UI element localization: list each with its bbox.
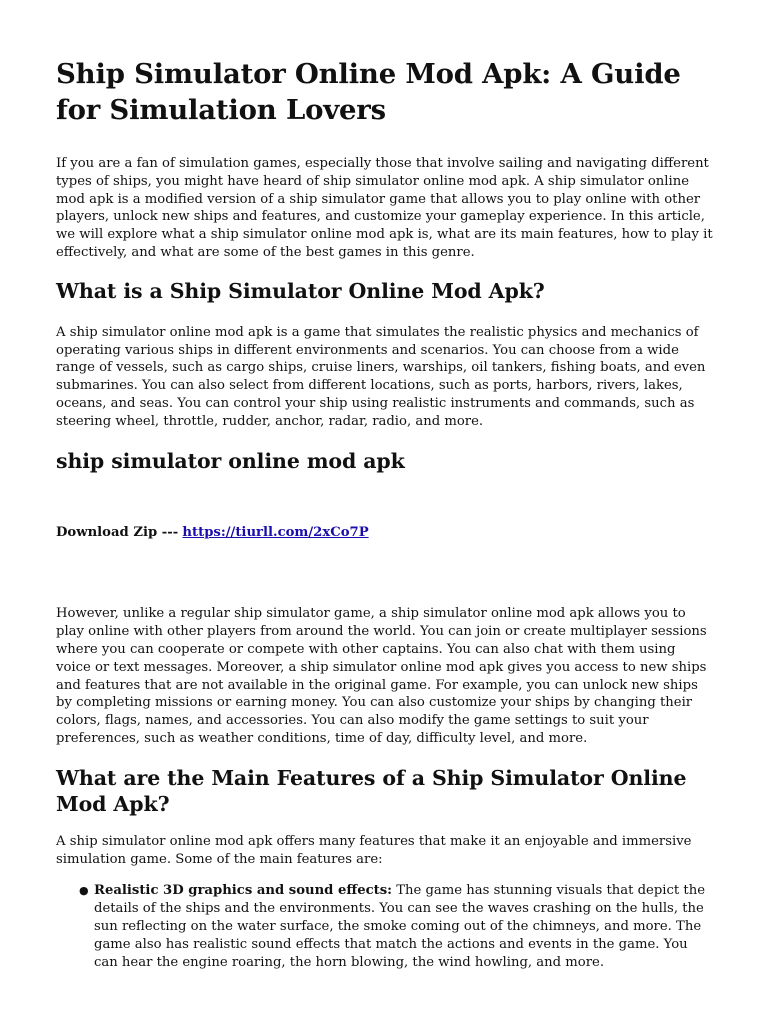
however-paragraph: However, unlike a regular ship simulator game, a ship simulator online mod apk allows you to play online with other players from around the world. You can join or create multiplayer sessions where you can cooperate or compete with other captains. You can also chat with them using voice or text messages. Moreover, a ship simulator online mod apk gives you access to new ships and features that are not available in the original game. For example, you can unlock new ships by completing missions or earning money. You can also customize your ships by changing their colors, flags, names, and accessories. You can also modify the game settings to suit your preferences, such as weather conditions, time of day, difficulty level, and more. <box>56 606 707 746</box>
download-line <box>56 524 714 542</box>
intro-paragraph: If you are a fan of simulation games, especially those that involve sailing and navigating different types of ships, you might have heard of ship simulator online mod apk. A ship simulator online mod apk is a modified version of a ship simulator game that allows you to play online with other players, unlock new ships and features, and customize your gameplay experience. In this article, we will explore what a ship simulator online mod apk is, what are its main features, how to play it effectively, and what are some of the best games in this genre. <box>56 156 713 260</box>
bullet-icon: ● <box>79 884 89 898</box>
section-heading-what-is: What is a Ship Simulator Online Mod Apk? <box>56 278 545 303</box>
feature-text: The game has stunning visuals that depict the details of the ships and the environments. You can see the waves crashing on the hulls, the sun reflecting on the water surface, the smoke coming out of the chimneys, and more. The game also has realistic sound effects that match the actions and events in the game. You can hear the engine roaring, the horn blowing, the wind howling, and more. <box>94 883 705 970</box>
article-title: Ship Simulator Online Mod Apk: A Guide for Simulation Lovers <box>56 58 681 126</box>
section-paragraph-features: A ship simulator online mod apk offers many features that make it an enjoyable and immersive simulation game. Some of the main features are: <box>56 833 692 867</box>
download-label: Download Zip --- <box>56 524 179 540</box>
features-list <box>56 882 714 971</box>
keyword-heading: ship simulator online mod apk <box>56 448 405 473</box>
section-paragraph-what-is: A ship simulator online mod apk is a game that simulates the realistic physics and mechanics of operating various ships in different environments and scenarios. You can choose from a wide range of vessels, such as cargo ships, cruise liners, warships, oil tankers, fishing boats, and even submarines. You can also select from different locations, such as ports, harbors, rivers, lakes, oceans, and seas. You can control your ship using realistic instruments and commands, such as steering wheel, throttle, rudder, anchor, radar, radio, and more. <box>56 324 706 429</box>
feature-title: Realistic 3D graphics and sound effects: <box>94 883 393 899</box>
list-item <box>79 882 714 971</box>
download-link[interactable]: https://tiurll.com/2xCo7P <box>182 524 369 540</box>
section-heading-features: What are the Main Features of a Ship Simulator Online Mod Apk? <box>56 765 687 816</box>
